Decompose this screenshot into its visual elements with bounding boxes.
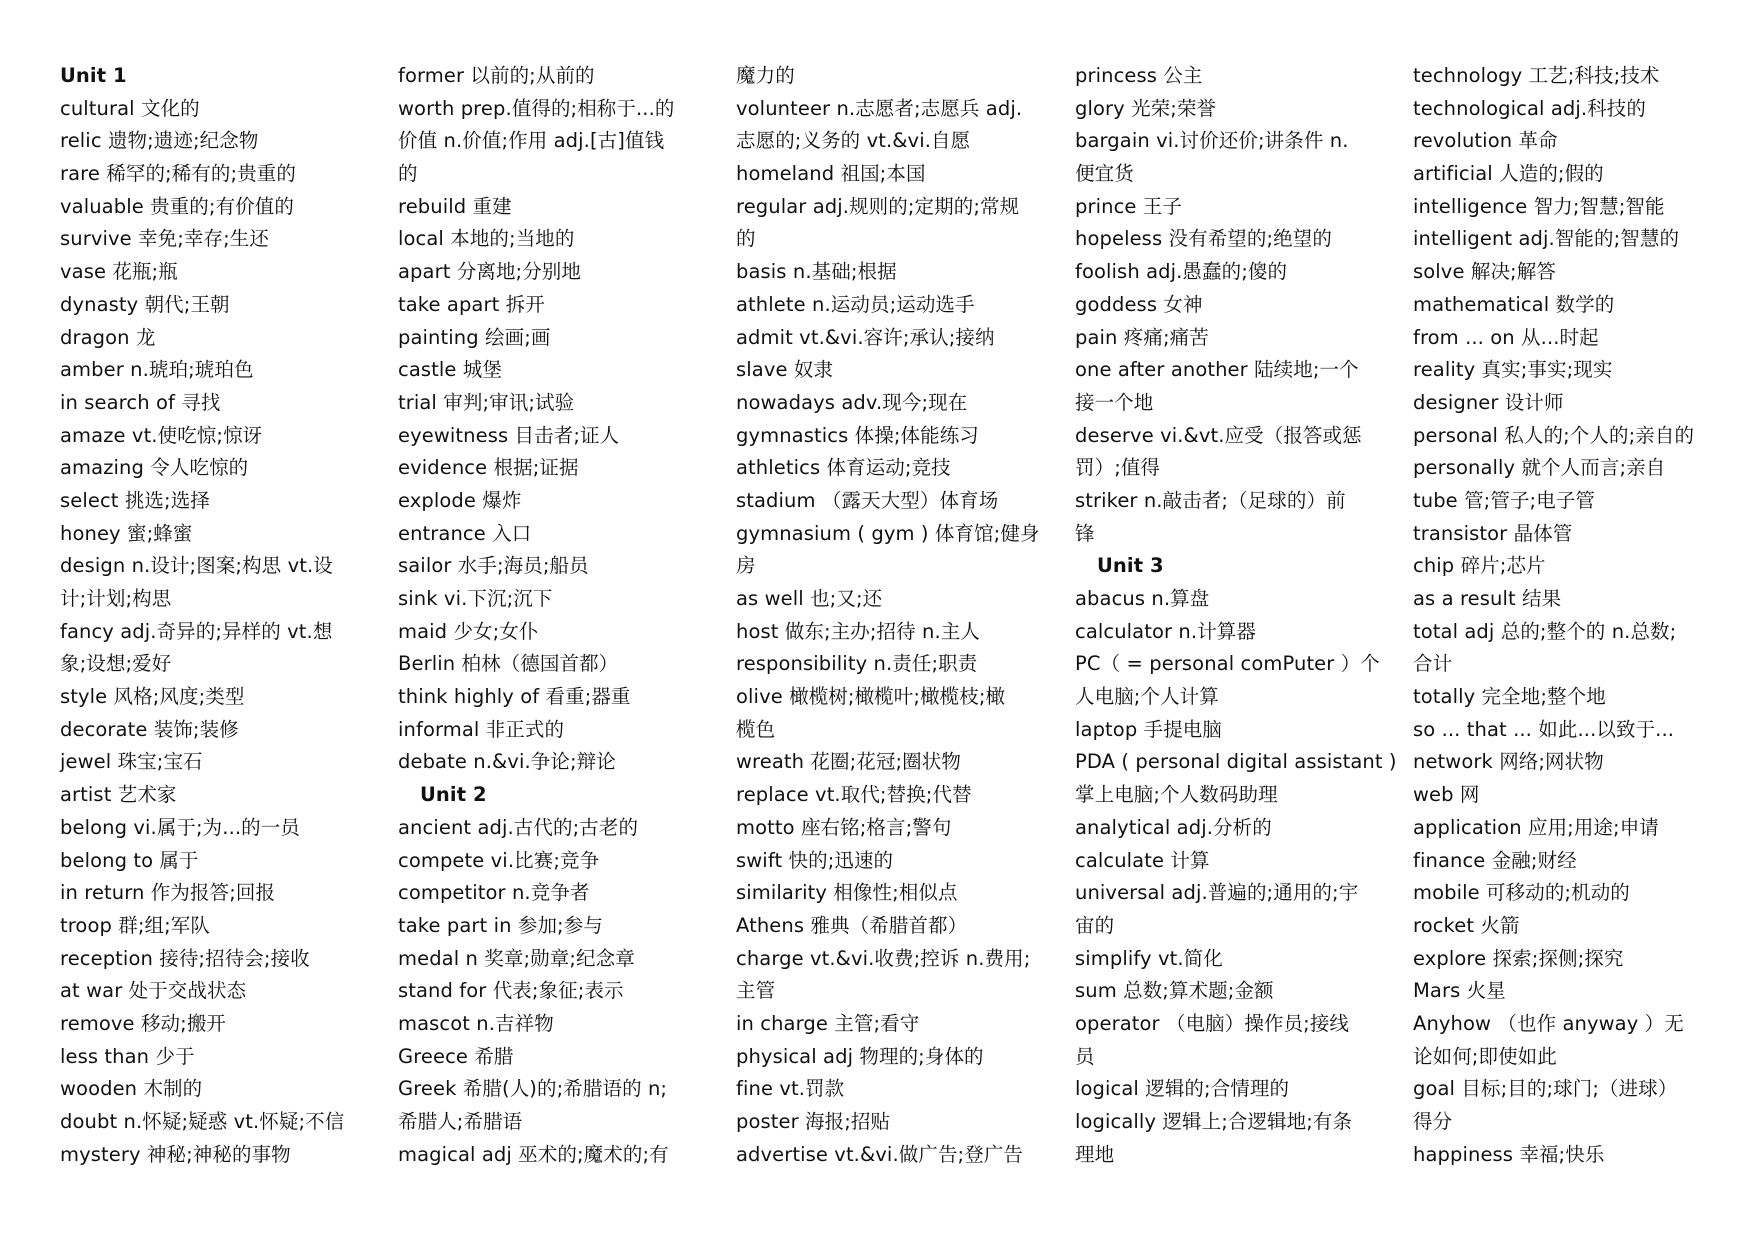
vocab-line: less than 少于 (60, 1044, 195, 1068)
vocab-line: finance 金融;财经 (1413, 848, 1577, 872)
vocab-line: vase 花瓶;瓶 (60, 260, 178, 284)
vocab-line: apart 分离地;分别地 (398, 260, 582, 284)
vocab-line: application 应用;用途;申请 (1413, 815, 1659, 839)
vocab-line: goddess 女神 (1075, 292, 1203, 316)
vocab-line: mystery 神秘;神秘的事物 (60, 1142, 291, 1166)
vocab-line: 的 (398, 162, 418, 186)
column-4 (1075, 60, 1397, 1171)
vocab-line: at war 处于交战状态 (60, 979, 247, 1003)
vocab-line: compete vi.比赛;竞争 (398, 848, 600, 872)
vocab-line: amber n.琥珀;琥珀色 (60, 358, 254, 382)
vocab-line: remove 移动;搬开 (60, 1011, 227, 1035)
vocab-line: think highly of 看重;器重 (398, 685, 631, 709)
vocab-line: 志愿的;义务的 vt.&vi.自愿 (736, 129, 971, 153)
vocab-line: web 网 (1413, 783, 1480, 807)
vocab-line: athletics 体育运动;竞技 (736, 456, 951, 480)
vocab-line: technological adj.科技的 (1413, 96, 1646, 120)
vocab-line: striker n.敲击者;（足球的）前 (1075, 488, 1346, 512)
vocab-line: goal 目标;目的;球门;（进球） (1413, 1077, 1678, 1101)
vocab-line: survive 幸免;幸存;生还 (60, 227, 269, 251)
column-2 (398, 60, 698, 1171)
vocab-line: so ... that ... 如此...以致于... (1413, 717, 1675, 741)
vocab-line: evidence 根据;证据 (398, 456, 579, 480)
vocab-line: intelligent adj.智能的;智慧的 (1413, 227, 1680, 251)
vocab-line: in charge 主管;看守 (736, 1011, 920, 1035)
vocab-line: happiness 幸福;快乐 (1413, 1142, 1605, 1166)
vocab-line: jewel 珠宝;宝石 (60, 750, 203, 774)
vocab-line: replace vt.取代;替换;代替 (736, 783, 972, 807)
vocab-line: dragon 龙 (60, 325, 156, 349)
vocab-line: intelligence 智力;智慧;智能 (1413, 194, 1665, 218)
vocab-line: revolution 革命 (1413, 129, 1558, 153)
vocab-line: admit vt.&vi.容许;承认;接纳 (736, 325, 995, 349)
column-1 (60, 60, 360, 1171)
vocab-line: gymnastics 体操;体能练习 (736, 423, 979, 447)
vocab-line: in return 作为报答;回报 (60, 881, 276, 905)
vocab-line: deserve vi.&vt.应受（报答或惩 (1075, 423, 1362, 447)
vocab-line: sum 总数;算术题;金额 (1075, 979, 1274, 1003)
vocab-line: in search of 寻找 (60, 390, 221, 414)
vocab-line: artificial 人造的;假的 (1413, 162, 1604, 186)
vocab-line: charge vt.&vi.收费;控诉 n.费用; (736, 946, 1031, 970)
vocab-line: universal adj.普遍的;通用的;宇 (1075, 881, 1359, 905)
vocab-line: doubt n.怀疑;疑惑 vt.怀疑;不信 (60, 1110, 345, 1133)
vocab-line: 便宜货 (1075, 162, 1134, 186)
vocab-line: stadium （露天大型）体育场 (736, 488, 999, 512)
vocab-line: rocket 火箭 (1413, 913, 1520, 937)
vocab-line: 宙的 (1075, 913, 1115, 937)
vocab-line: technology 工艺;科技;技术 (1413, 64, 1660, 87)
vocab-line: tube 管;管子;电子管 (1413, 488, 1596, 512)
vocab-line: explode 爆炸 (398, 488, 522, 512)
vocab-line: amazing 令人吃惊的 (60, 456, 249, 480)
vocab-line: chip 碎片;芯片 (1413, 554, 1546, 578)
vocab-line: design n.设计;图案;构思 vt.设 (60, 554, 333, 578)
vocab-line: designer 设计师 (1413, 390, 1564, 414)
vocab-line: debate n.&vi.争论;辩论 (398, 750, 616, 774)
vocab-line: honey 蜜;蜂蜜 (60, 521, 193, 545)
vocab-line: personal 私人的;个人的;亲自的 (1413, 423, 1695, 447)
vocab-line: similarity 相像性;相似点 (736, 881, 958, 905)
vocab-line: relic 遗物;遗迹;纪念物 (60, 129, 259, 153)
vocab-line: reception 接待;招待会;接收 (60, 946, 310, 970)
vocab-line: 人电脑;个人计算 (1075, 685, 1219, 709)
vocab-line: PDA ( personal digital assistant ) (1075, 750, 1397, 774)
vocab-line: advertise vt.&vi.做广告;登广告 (736, 1142, 1024, 1166)
vocab-line: 房 (736, 554, 756, 578)
vocab-line: athlete n.运动员;运动选手 (736, 292, 975, 316)
vocab-line: totally 完全地;整个地 (1413, 685, 1606, 709)
vocab-line: 魔力的 (736, 64, 795, 87)
vocab-line: 合计 (1413, 652, 1453, 676)
vocab-line: fine vt.罚款 (736, 1077, 845, 1101)
vocab-line: Athens 雅典（希腊首都） (736, 913, 968, 937)
vocab-line: 接一个地 (1075, 390, 1154, 414)
vocab-line: network 网络;网状物 (1413, 750, 1604, 774)
vocab-line: 希腊人;希腊语 (398, 1110, 523, 1133)
vocab-line: Berlin 柏林（德国首都） (398, 652, 619, 676)
vocab-line: 榄色 (736, 717, 776, 741)
vocab-line: glory 光荣;荣誉 (1075, 96, 1217, 120)
vocab-line: from ... on 从...时起 (1413, 325, 1599, 349)
vocab-line: slave 奴隶 (736, 358, 834, 382)
vocab-line: homeland 祖国;本国 (736, 162, 926, 186)
vocab-line: sink vi.下沉;沉下 (398, 587, 553, 610)
vocab-line: style 风格;风度;类型 (60, 685, 245, 709)
unit-heading: Unit 1 (60, 64, 127, 87)
vocab-line: explore 探索;探侧;探究 (1413, 946, 1624, 970)
vocab-line: belong vi.属于;为...的一员 (60, 815, 300, 839)
vocab-line: swift 快的;迅速的 (736, 848, 894, 872)
vocab-line: mobile 可移动的;机动的 (1413, 881, 1630, 905)
vocab-line: princess 公主 (1075, 64, 1203, 87)
vocab-line: painting 绘画;画 (398, 325, 551, 349)
vocab-line: take part in 参加;参与 (398, 913, 603, 937)
vocab-line: as well 也;又;还 (736, 587, 883, 610)
vocab-line: eyewitness 目击者;证人 (398, 423, 620, 447)
vocab-line: magical adj 巫术的;魔术的;有 (398, 1142, 669, 1166)
vocab-line: dynasty 朝代;王朝 (60, 292, 230, 316)
vocab-line: artist 艺术家 (60, 783, 177, 807)
vocab-line: 罚）;值得 (1075, 456, 1161, 480)
vocab-line: host 做东;主办;招待 n.主人 (736, 619, 980, 643)
vocab-line: olive 橄榄树;橄榄叶;橄榄枝;橄 (736, 685, 1006, 709)
vocab-line: operator （电脑）操作员;接线 (1075, 1011, 1350, 1035)
vocab-line: 理地 (1075, 1142, 1115, 1166)
vocab-line: 掌上电脑;个人数码助理 (1075, 783, 1278, 807)
vocab-line: 价值 n.价值;作用 adj.[古]值钱 (398, 129, 665, 153)
vocab-line: ancient adj.古代的;古老的 (398, 815, 639, 839)
vocab-line: volunteer n.志愿者;志愿兵 adj. (736, 96, 1023, 120)
vocab-line: medal n 奖章;勋章;纪念章 (398, 946, 635, 970)
vocab-line: hopeless 没有希望的;绝望的 (1075, 227, 1332, 251)
vocab-line: laptop 手提电脑 (1075, 717, 1222, 741)
vocab-line: belong to 属于 (60, 848, 199, 872)
vocab-line: transistor 晶体管 (1413, 521, 1573, 545)
vocab-line: troop 群;组;军队 (60, 913, 211, 937)
vocab-line: 象;设想;爱好 (60, 652, 172, 676)
vocab-line: 的 (736, 227, 756, 251)
vocab-line: one after another 陆续地;一个 (1075, 358, 1359, 382)
vocab-line: foolish adj.愚蠢的;傻的 (1075, 260, 1288, 284)
vocab-line: local 本地的;当地的 (398, 227, 575, 251)
vocab-line: personally 就个人而言;亲自 (1413, 456, 1666, 480)
vocab-line: sailor 水手;海员;船员 (398, 554, 589, 578)
vocab-line: poster 海报;招贴 (736, 1110, 891, 1133)
vocab-line: trial 审判;审讯;试验 (398, 390, 575, 414)
vocab-line: prince 王子 (1075, 194, 1182, 218)
vocab-line: reality 真实;事实;现实 (1413, 358, 1613, 382)
column-5 (1413, 60, 1713, 1171)
vocab-line: Greek 希腊(人)的;希腊语的 n; (398, 1077, 668, 1101)
vocab-line: former 以前的;从前的 (398, 64, 595, 87)
vocab-line: total adj 总的;整个的 n.总数; (1413, 619, 1677, 643)
vocab-line: gymnasium ( gym ) 体育馆;健身 (736, 521, 1040, 545)
vocab-line: 锋 (1075, 521, 1095, 545)
vocab-line: select 挑选;选择 (60, 488, 210, 512)
vocab-line: logically 逻辑上;合逻辑地;有条 (1075, 1110, 1353, 1133)
vocab-line: motto 座右铭;格言;警句 (736, 815, 952, 839)
vocab-line: calculate 计算 (1075, 848, 1210, 872)
vocab-line: castle 城堡 (398, 358, 502, 382)
vocab-line: fancy adj.奇异的;异样的 vt.想 (60, 619, 333, 643)
vocab-line: 论如何;即使如此 (1413, 1044, 1557, 1068)
vocab-line: mathematical 数学的 (1413, 292, 1615, 316)
vocab-line: logical 逻辑的;合情理的 (1075, 1077, 1290, 1101)
vocab-line: simplify vt.简化 (1075, 946, 1223, 970)
vocab-line: stand for 代表;象征;表示 (398, 979, 624, 1003)
vocab-line: abacus n.算盘 (1075, 587, 1210, 610)
vocab-line: analytical adj.分析的 (1075, 815, 1272, 839)
vocab-line: Greece 希腊 (398, 1044, 514, 1068)
vocab-line: cultural 文化的 (60, 96, 200, 120)
vocab-line: basis n.基础;根据 (736, 260, 897, 284)
vocab-line: wreath 花圈;花冠;圈状物 (736, 750, 961, 774)
vocab-line: competitor n.竞争者 (398, 881, 590, 905)
vocab-line: calculator n.计算器 (1075, 619, 1256, 643)
vocab-line: pain 疼痛;痛苦 (1075, 325, 1209, 349)
vocab-line: physical adj 物理的;身体的 (736, 1044, 984, 1068)
vocab-line: rare 稀罕的;稀有的;贵重的 (60, 162, 296, 186)
vocab-line: rebuild 重建 (398, 194, 512, 218)
vocab-line: informal 非正式的 (398, 717, 565, 741)
vocab-line: valuable 贵重的;有价值的 (60, 194, 294, 218)
vocab-line: worth prep.值得的;相称于...的 (398, 96, 675, 120)
vocab-line: as a result 结果 (1413, 587, 1562, 610)
vocab-line: solve 解决;解答 (1413, 260, 1556, 284)
vocab-line: entrance 入口 (398, 521, 532, 545)
vocab-line: Anyhow （也作 anyway ）无 (1413, 1011, 1684, 1035)
column-3 (736, 60, 1040, 1171)
vocab-line: 得分 (1413, 1110, 1453, 1133)
vocab-line: wooden 木制的 (60, 1077, 203, 1101)
vocab-line: PC（ = personal comPuter ）个 (1075, 652, 1380, 676)
unit-heading: Unit 3 (1097, 554, 1164, 578)
vocab-line: maid 少女;女仆 (398, 619, 539, 643)
vocab-line: mascot n.吉祥物 (398, 1011, 554, 1035)
vocab-line: bargain vi.讨价还价;讲条件 n. (1075, 129, 1349, 153)
vocab-line: regular adj.规则的;定期的;常规 (736, 194, 1020, 218)
vocab-line: 计;计划;构思 (60, 587, 172, 610)
vocab-line: nowadays adv.现今;现在 (736, 390, 968, 414)
vocab-line: 员 (1075, 1044, 1095, 1068)
vocab-line: Mars 火星 (1413, 979, 1506, 1003)
unit-heading: Unit 2 (420, 783, 487, 807)
vocab-line: responsibility n.责任;职责 (736, 652, 978, 676)
vocab-line: take apart 拆开 (398, 292, 545, 316)
vocab-line: amaze vt.使吃惊;惊讶 (60, 423, 263, 447)
vocab-line: 主管 (736, 979, 776, 1003)
vocab-line: decorate 装饰;装修 (60, 717, 239, 741)
